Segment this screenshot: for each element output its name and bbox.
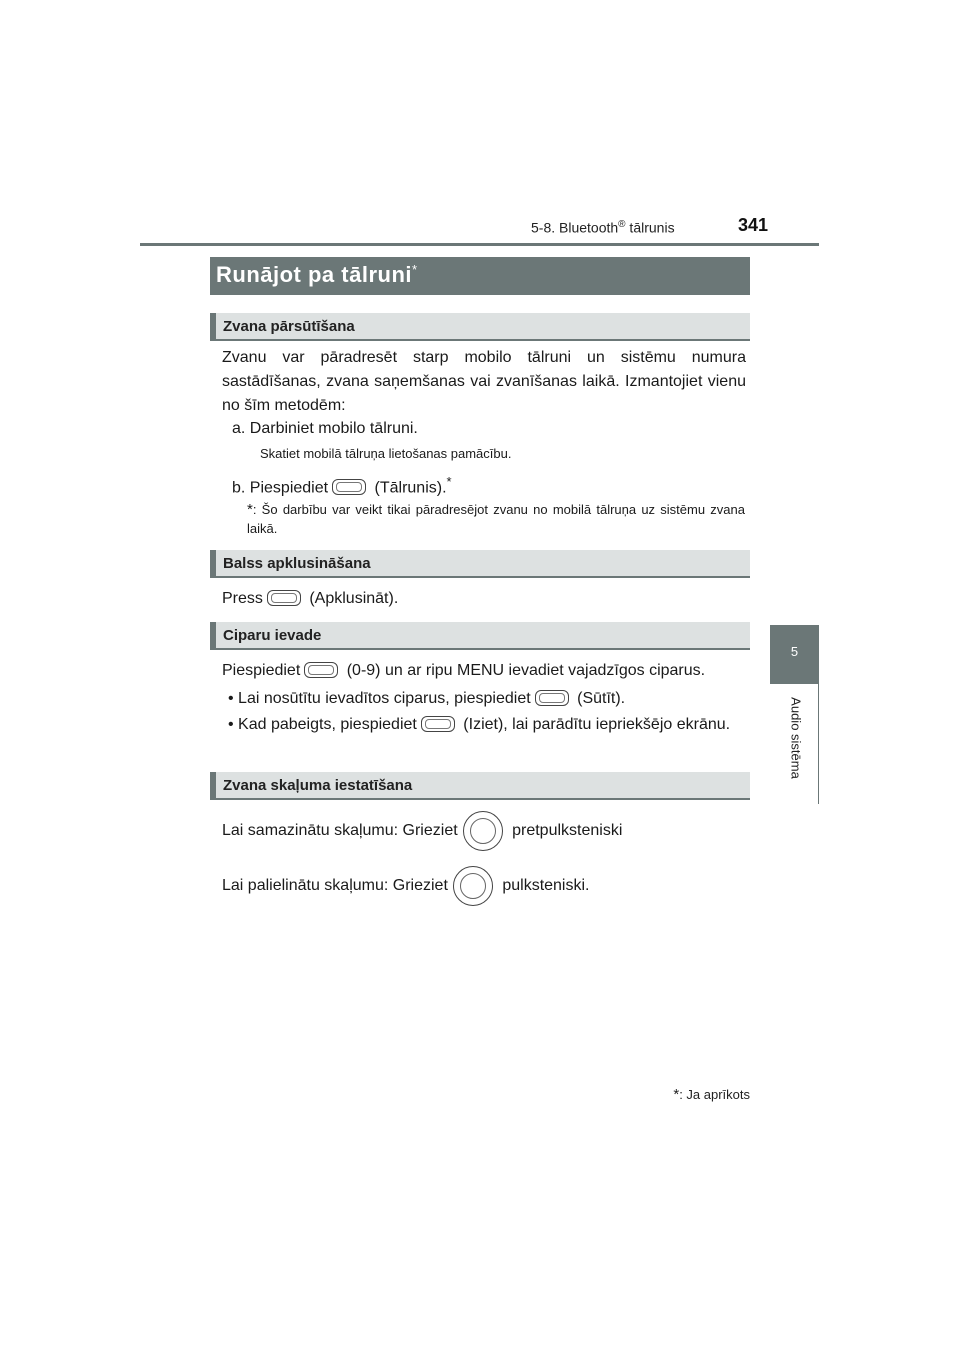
exit-button-icon (421, 716, 455, 732)
chapter-number: 5 (790, 644, 799, 659)
header-section: 5-8. Bluetooth® tālrunis (531, 219, 675, 236)
mute-button-icon (267, 590, 301, 606)
page-title: Runājot pa tālruni* (216, 262, 418, 287)
digits-bullet-exit: • Kad pabeigts, piespiediet (Iziet), lai parādītu iepriekšējo ekrānu. (228, 716, 731, 733)
footnote: *: Ja aprīkots (673, 1086, 750, 1103)
transfer-note: *: Šo darbību var veikt tikai pāradresējot zvanu no mobilā tālruņa uz sistēmu zvana laikā. (247, 501, 745, 536)
transfer-item-a-note: Skatiet mobilā tālruņa lietošanas pamācību. (260, 446, 512, 461)
volume-decrease: Lai samazinātu skaļumu: Grieziet pretpulksteniski (222, 811, 746, 851)
send-button-icon (535, 690, 569, 706)
volume-increase: Lai palielinātu skaļumu: Grieziet pulksteniski. (222, 866, 746, 906)
section-heading-volume: Zvana skaļuma iestatīšana (210, 772, 750, 800)
section-heading-transfer: Zvana pārsūtīšana (210, 313, 750, 341)
digits-button-icon (304, 662, 338, 678)
header-rule (140, 243, 819, 246)
page-number: 341 (738, 215, 769, 235)
rotary-knob-icon (453, 866, 493, 906)
rotary-knob-icon (463, 811, 503, 851)
section-heading-digits: Ciparu ievade (210, 622, 750, 650)
transfer-intro: Zvanu var pāradresēt starp mobilo tālruni un sistēmu numura sastādīšanas, zvana saņemšanas vai zvanīšanas laikā. Izmantojiet vienu no šīm metodēm: (222, 349, 746, 414)
chapter-label: Audio sistēma (788, 697, 804, 779)
mute-text: Press (Apklusināt). (222, 590, 399, 607)
digits-text: Piespiediet (0-9) un ar ripu MENU ievadiet vajadzīgos ciparus. (222, 662, 706, 679)
transfer-item-b: b. Piespiediet (Tālrunis).* (232, 474, 452, 497)
phone-button-icon (332, 479, 366, 495)
section-heading-mute: Balss apklusināšana (210, 550, 750, 578)
transfer-item-a: a. Darbiniet mobilo tālruni. (232, 420, 418, 437)
chapter-tab-line (818, 684, 819, 804)
digits-bullet-send: • Lai nosūtītu ievadītos ciparus, piespiediet (Sūtīt). (228, 690, 626, 707)
